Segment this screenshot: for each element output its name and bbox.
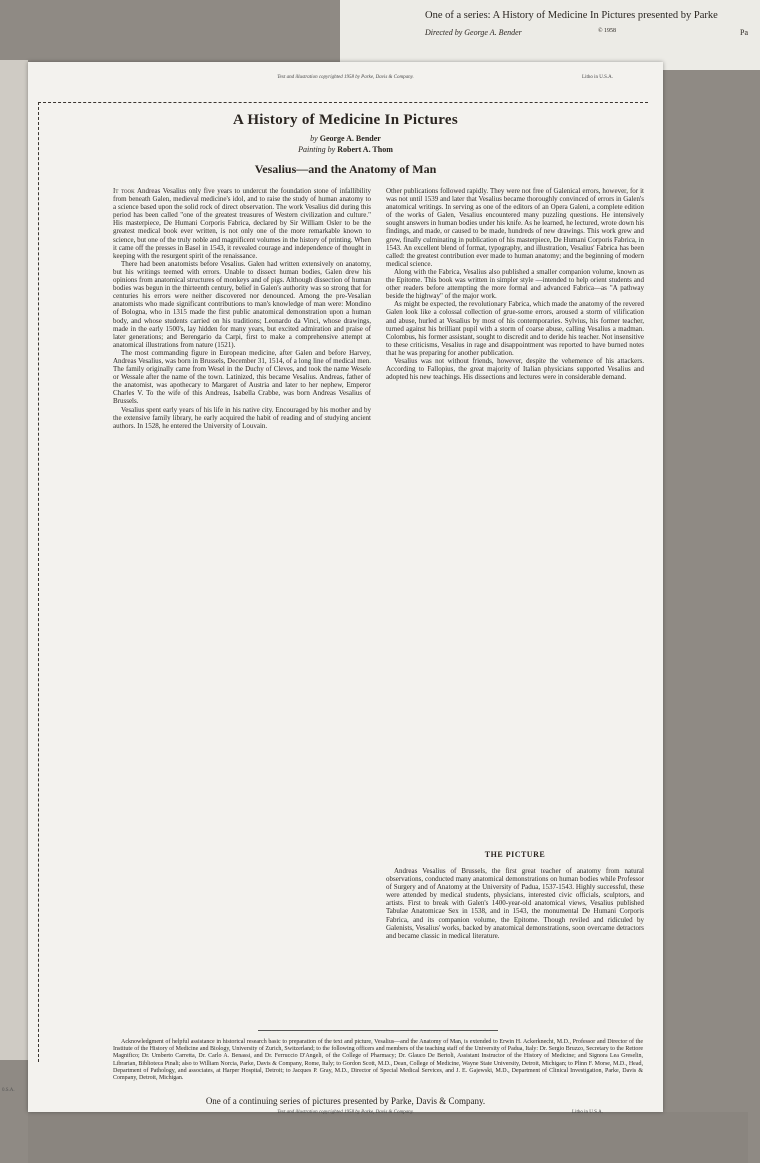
adjacent-page-edge bbox=[0, 60, 28, 1060]
paragraph: Vesalius spent early years of his life in his native city. Encouraged by his mother and by the extensive family library, he early acquired the habit of reading and of studying ancient authors. In 1528, he entered the University of Louvain. bbox=[113, 405, 371, 430]
picture-heading: THE PICTURE bbox=[484, 850, 546, 859]
author-name: George A. Bender bbox=[319, 134, 381, 143]
background-partial-word: Pa bbox=[740, 28, 748, 37]
painter-byline bbox=[28, 145, 663, 154]
table-surface bbox=[28, 1112, 748, 1163]
acknowledgment bbox=[113, 1039, 643, 1094]
background-directed-line: Directed by George A. Bender bbox=[425, 28, 522, 37]
background-sheet bbox=[340, 0, 760, 70]
adjacent-page-mark: 0.S.A. bbox=[2, 1088, 15, 1093]
dashed-border-top bbox=[38, 102, 648, 103]
paragraph: Vesalius was not without friends, however, despite the vehemence of his attackers. According to Fallopius, the great majority of Italian physicians supported Vesalius and adopted his new teachings. His dissections and lectures were in considerable demand. bbox=[386, 356, 644, 382]
paragraph bbox=[113, 187, 371, 260]
paragraph: Along with the Fabrica, Vesalius also published a smaller companion volume, known as the Epitome. This book was written in simpler style —intended to help orient students and other readers before attempting the more formal and advanced Fabrica—as "A pathway beside the highway" of the major work. bbox=[386, 267, 644, 301]
litho-top: Litho in U.S.A. bbox=[582, 75, 613, 80]
picture-description bbox=[386, 867, 644, 947]
author-byline bbox=[28, 134, 663, 143]
article-column-right bbox=[386, 187, 644, 607]
copyright-bottom: Text and illustration copyrighted 1958 by Parke, Davis & Company. bbox=[277, 1110, 414, 1115]
dashed-border-left bbox=[38, 102, 39, 1062]
article-column-left bbox=[113, 187, 371, 632]
paragraph: As might be expected, the revolutionary Fabrica, which made the anatomy of the revered Galen look like a colossal collection of grue-some errors, aroused a storm of vilification and abuse, hurled at Vesalius by most of his contemporaries. Sylvius, his former teacher, turned against his brilliant pupil with a storm of coarse abuse, calling Vesalius a madman. Colombus, his former assistant, sought to discredit and to deride his teacher. Not insensitive to these criticisms, Vesalius in rage and disappointment was reported to have burned notes that he was preparing for another publication. bbox=[386, 300, 644, 357]
footer-series-line: One of a continuing series of pictures presented by Parke, Davis & Company. bbox=[205, 1096, 486, 1106]
paragraph: There had been anatomists before Vesalius. Galen had written extensively on anatomy, but his writings teemed with errors. Unable to dissect human bodies, Galen drew his opinions from anatomical structures of monkeys and of pigs. Although dissection of human bodies was begun in the thirteenth century, belief in Galen's authority was so strong that for centuries his errors were neither discovered nor denounced. Among the pre-Vesalian anatomists who made significant contributions to man's knowledge of man were: Mondino of Bologna, who in 1315 made the first public anatomical demonstration upon a human body, and whose students carried on his traditions; Leonardo da Vinci, whose drawings, made in the early 1500's, lay hidden for many years, but excited admiration and praise of later generations; and Berengario da Carpi, first to make a comprehensive attempt at anatomical illustrations from nature (1521). bbox=[113, 259, 371, 349]
painting-prefix: Painting by bbox=[298, 145, 336, 154]
paragraph: The most commanding figure in European medicine, after Galen and before Harvey, Andreas Vesalius, was born in Brussels, December 31, 1514, of a long line of medical men. The family originally came from Wesel in the Duchy of Cleves, and took the name Wesele or Wessale after the name of the town. Latinized, this became Vesalius. Andreas, father of the anatomist, was apothecary to Margaret of Austria and later to her nephew, Emperor Charles V. To the wife of this Andreas, Isabella Crabbe, was born Andreas Vesalius of Brussels. bbox=[113, 348, 371, 406]
background-series-line: One of a series: A History of Medicine In Pictures presented by Parke bbox=[425, 10, 718, 21]
paragraph: Other publications followed rapidly. They were not free of Galenical errors, however, for it was not until 1539 and later that Vesalius became thoroughly convinced of errors in Galen's anatomical writings. In serving as one of the editors of an Opera Galeni, a complete edition of the works of Galen, Vesalius encountered many puzzling questions. He intensively sought answers in human bodies under his knife. As he learned, he lectured, wrote down his findings, and made, or caused to be made, hundreds of new drawings. This work grew and grew, finally culminating in publication of his masterpiece, De Humani Corporis Fabrica, in 1543. An excellent blend of format, typography, and illustration, Vesalius' Fabrica has been called: the greatest contribution ever made to human anatomy; and the beginning of modern medical science. bbox=[386, 187, 644, 268]
article-subtitle: Vesalius—and the Anatomy of Man bbox=[254, 162, 437, 176]
painter-name: Robert A. Thom bbox=[337, 145, 393, 154]
document-sheet bbox=[28, 62, 663, 1115]
by-prefix: by bbox=[310, 134, 318, 143]
copyright-top: Text and illustration copyrighted 1958 by Parke, Davis & Company. bbox=[277, 75, 414, 80]
separator-line bbox=[258, 1030, 498, 1031]
paragraph: Andreas Vesalius of Brussels, the first great teacher of anatomy from natural observations, conducted many anatomical demonstrations on human bodies while Professor of Surgery and of Anatomy at the University of Padua, 1537-1543. Highly successful, these were attended by medical students, physicians, interested civic officials, sculptors, and artists. First to break with Galen's 1400-year-old anatomical views, Vesalius published Tabulae Anatomicae Sex in 1538, and in 1543, the monumental De Humani Corporis Fabrica, and its companion volume, the Epitome. Though reviled and ridiculed by Galenists, Vesalius' works, backed by anatomical demonstrations, soon overcame detractors and became classic in medical literature. bbox=[386, 867, 644, 940]
paragraph: Acknowledgment of helpful assistance in historical research basic to preparation of the text and picture, Vesalius—and the Anatomy of Man, is extended to Erwin H. Ackerknecht, M.D., Professor and Director of the Institute of the History of Medicine and Biology, University of Zurich, Switzerland; to the following officers and members of the teaching staff of the University of Padua, Italy: Dr. Sergio Bruzzo, Secretary to the Rettore Magnifico; Dr. Umberto Carretta, Dr. Carlo A. Benassi, and Dr. Ferruccio D'Angeli, of the College of Pharmacy; Dr. Glauco De Bertoli, Assistant Instructor of the History of Medicine; and Signora Lea Greselin, Librarian, Biblioteca Pinali; also to William Norcia, Parke, Davis & Company, Rome, Italy; to Gordon Scott, M.D., Dean, College of Medicine, Wayne State University, Detroit, Michigan; to Plinn F. Morse, M.D., Head, Department of Pathology, and associates, at Harper Hospital, Detroit; to Jacques P. Gray, M.D., Director of Special Medical Services, and J. E. Gajewski, M.D., Department of Clinical Investigation, Parke, Davis & Company, Detroit, Michigan. bbox=[113, 1039, 643, 1082]
litho-bottom: Litho in U.S.A. bbox=[572, 1110, 603, 1115]
paragraph-text: Andreas Vesalius only five years to undercut the foundation stone of infallibility from beneath Galen, medieval medicine's idol, and to raise the study of human anatomy to a science based upon the solid rock of direct observation. The work Vesalius did during this period has been called "one of the greatest treasures of Western civilization and culture." His masterpiece, De Humani Corporis Fabrica, declared by Sir William Osler to be the greatest medical book ever written, is not only one of the more remarkable known to science, but one of the truly noble and magnificent volumes in the history of printing. When it came off the presses in Basel in 1543, it revealed courage and independence of thought in keeping with the resurgent spirit of the renaissance. bbox=[113, 187, 371, 260]
lead-in: It took bbox=[113, 187, 135, 195]
background-copyright: © 1958 bbox=[598, 28, 617, 34]
document-title: A History of Medicine In Pictures bbox=[232, 112, 458, 128]
